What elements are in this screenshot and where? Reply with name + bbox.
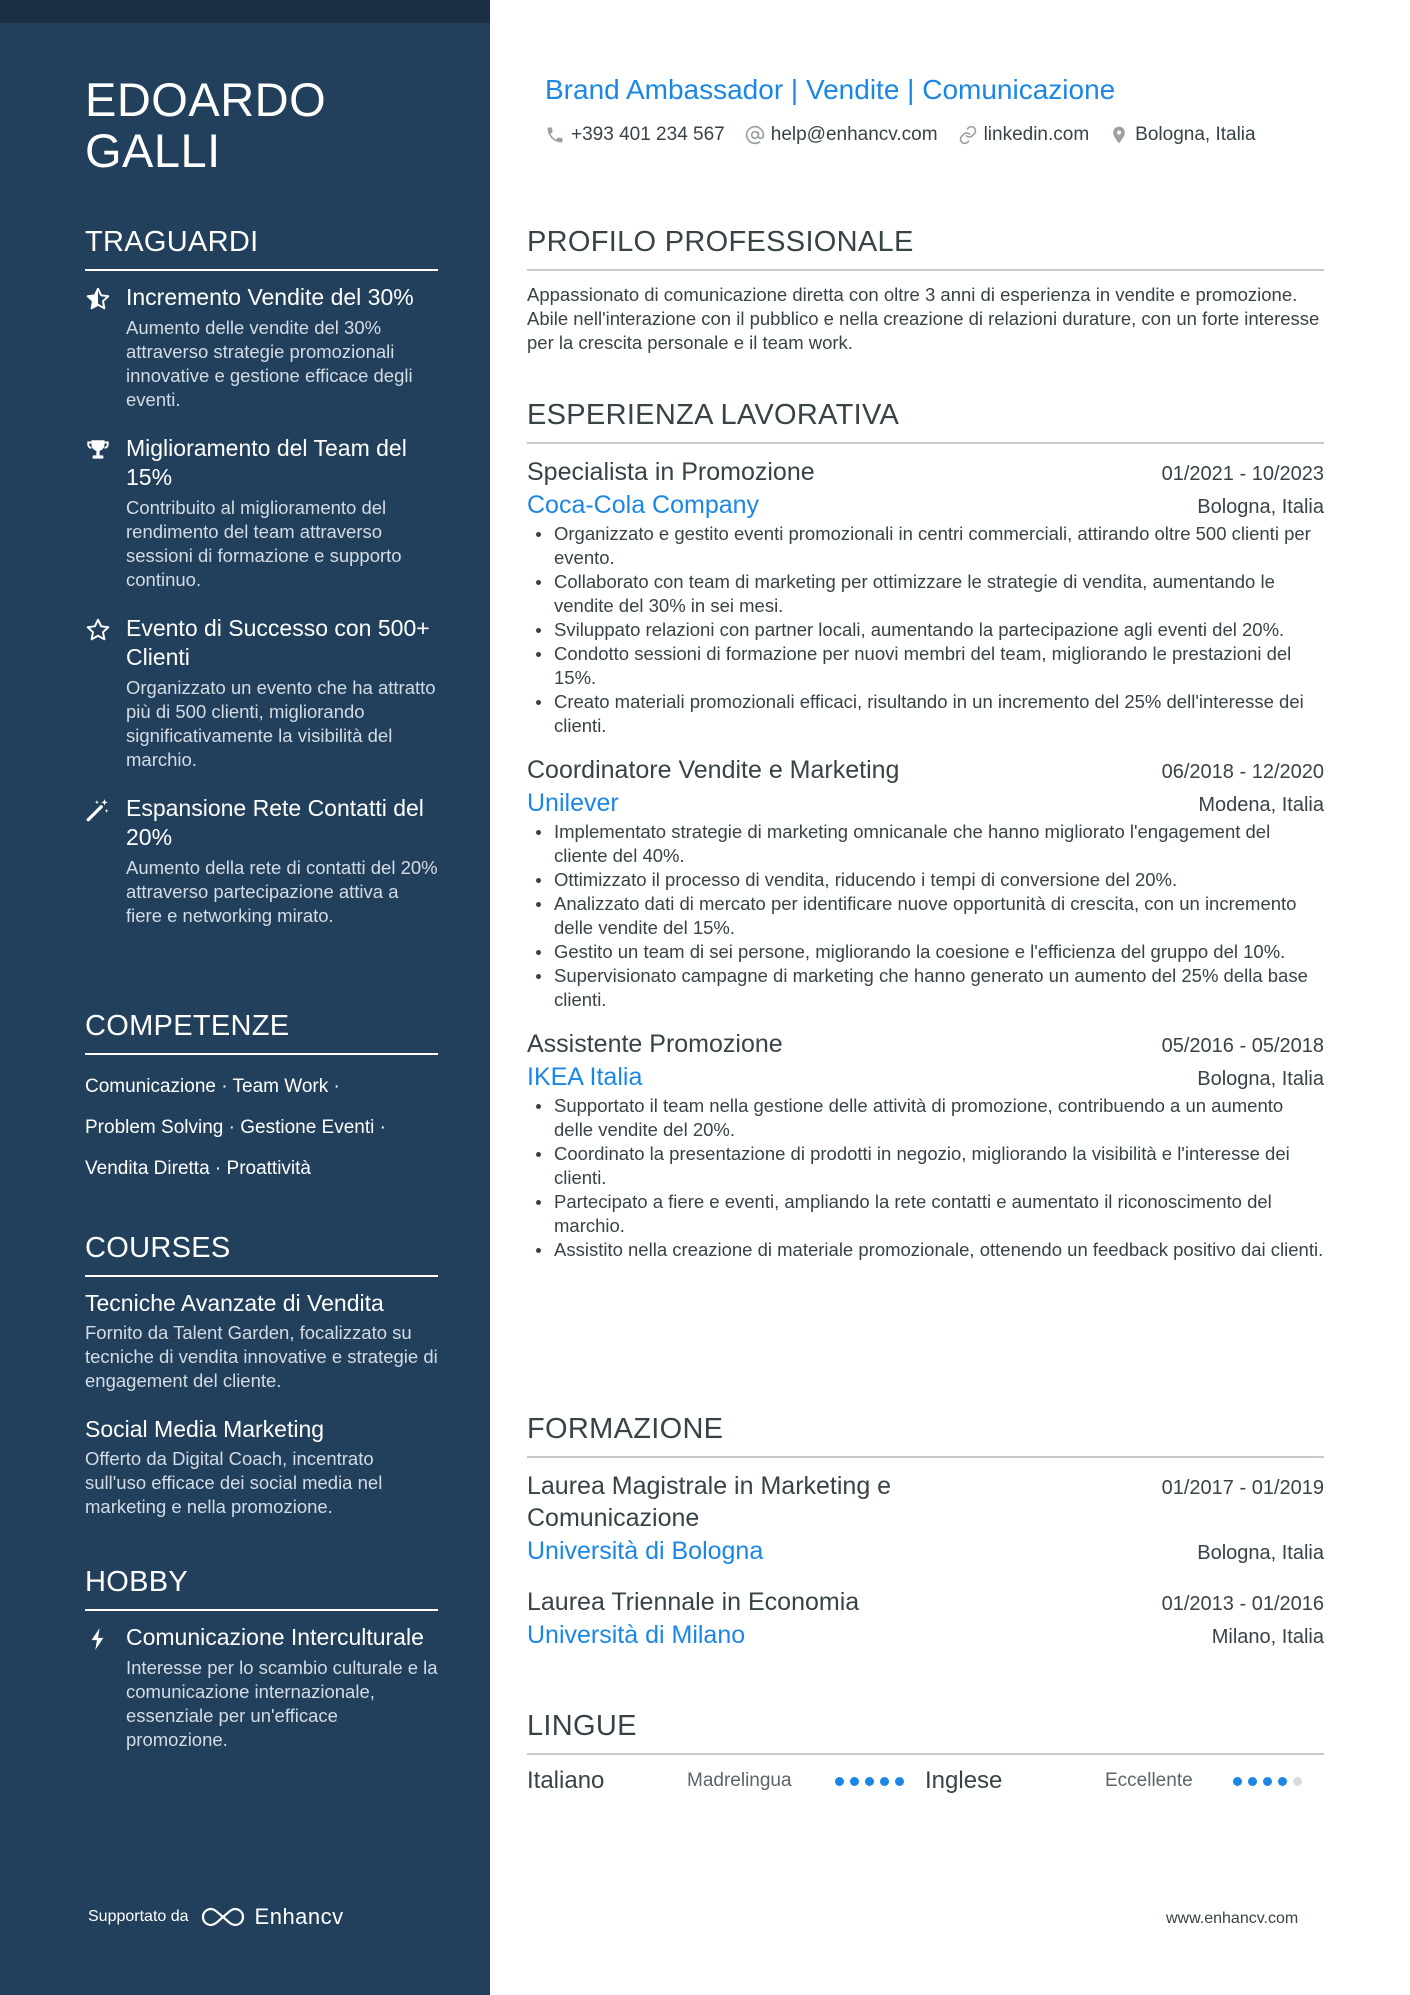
education-entry (527, 1470, 1324, 1568)
job-role: Assistente Promozione (527, 1030, 783, 1058)
achievement-item (85, 794, 438, 928)
achievement-desc: Contribuito al miglioramento del rendimento del team attraverso sessioni di formazione e supporto continuo. (126, 497, 402, 590)
link-icon (958, 125, 978, 145)
language-item (925, 1767, 1323, 1795)
course-title: Tecniche Avanzate di Vendita (85, 1290, 384, 1316)
job-bullets (527, 522, 1324, 738)
achievement-desc: Aumento della rete di contatti del 20% attraverso partecipazione attiva a fiere e networking mirato. (126, 857, 438, 926)
job-location: Bologna, Italia (1197, 1068, 1324, 1090)
rating-dot (895, 1777, 904, 1786)
powered-by-brand: Enhancv (254, 1904, 344, 1929)
contact-linkedin[interactable] (958, 124, 1090, 146)
candidate-name: EDOARDO GALLI (85, 73, 327, 177)
achievements-title: TRAGUARDI (85, 226, 438, 271)
education-location: Milano, Italia (1211, 1626, 1324, 1648)
contact-email[interactable] (745, 124, 938, 146)
experience-section (527, 399, 1324, 1278)
job-bullet: Gestito un team di sei persone, migliorando la coesione e l'efficienza del gruppo del 10%. (527, 940, 1324, 964)
footer-url[interactable]: www.enhancv.com (1166, 1910, 1299, 1927)
education-school: Università di Bologna (527, 1537, 764, 1565)
language-level: Eccellente (1105, 1770, 1193, 1791)
job-bullet: Assistito nella creazione di materiale promozionale, ottenendo un feedback positivo dai clienti. (527, 1238, 1324, 1262)
job-dates: 01/2021 - 10/2023 (1161, 463, 1324, 485)
courses-title: COURSES (85, 1232, 438, 1277)
education-school: Università di Milano (527, 1621, 746, 1649)
course-title: Social Media Marketing (85, 1416, 325, 1442)
job-bullet: Supervisionato campagne di marketing che hanno generato un aumento del 25% della base clienti. (527, 964, 1324, 1012)
powered-by (88, 1904, 344, 1930)
skills-title: COMPETENZE (85, 1010, 438, 1055)
course-item (85, 1289, 438, 1393)
education-dates: 01/2013 - 01/2016 (1161, 1593, 1324, 1615)
star-outline-icon (85, 617, 111, 643)
languages-section (527, 1710, 1324, 1795)
skill-line: Comunicazione · Team Work · (85, 1076, 340, 1097)
lightning-icon (85, 1626, 111, 1652)
skills-section (85, 1010, 438, 1198)
powered-by-label: Supportato da (88, 1908, 189, 1925)
achievement-title: Incremento Vendite del 30% (126, 284, 414, 310)
language-rating (835, 1777, 910, 1786)
job-bullet: Partecipato a fiere e eventi, ampliando la rete contatti e aumentato il riconoscimento del marchio. (527, 1190, 1324, 1238)
rating-dot (1293, 1777, 1302, 1786)
job-dates: 05/2016 - 05/2018 (1161, 1035, 1324, 1057)
rating-dot (880, 1777, 889, 1786)
at-icon (745, 125, 765, 145)
job-bullet: Analizzato dati di mercato per identificare nuove opportunità di crescita, con un incremento delle vendite del 15%. (527, 892, 1324, 940)
job-bullet: Sviluppato relazioni con partner locali, aumentando la partecipazione agli eventi del 20%. (527, 618, 1324, 642)
hobby-desc: Interesse per lo scambio culturale e la comunicazione internazionale, essenziale per un'efficace promozione. (126, 1657, 438, 1750)
hobby-item (85, 1623, 438, 1752)
job-company: Coca-Cola Company (527, 491, 760, 519)
experience-title: ESPERIENZA LAVORATIVA (527, 399, 1324, 444)
skill-line: Vendita Diretta · Proattività (85, 1158, 311, 1179)
achievement-title: Miglioramento del Team del 15% (126, 435, 407, 490)
rating-dot (865, 1777, 874, 1786)
education-degree: Laurea Triennale in Economia (527, 1588, 860, 1616)
job-entry (527, 754, 1324, 1012)
enhancv-logo-icon (199, 1904, 247, 1930)
sidebar (0, 0, 490, 1995)
star-half-icon (85, 286, 111, 312)
job-entry (527, 456, 1324, 738)
course-item (85, 1415, 438, 1519)
contact-phone[interactable] (545, 124, 725, 146)
education-degree: Laurea Magistrale in Marketing e Comunicazione (527, 1472, 892, 1532)
job-location: Bologna, Italia (1197, 496, 1324, 518)
email-text: help@enhancv.com (770, 124, 938, 145)
job-bullet: Ottimizzato il processo di vendita, riducendo i tempi di conversione del 20%. (527, 868, 1324, 892)
rating-dot (835, 1777, 844, 1786)
magic-wand-icon (85, 797, 111, 823)
job-bullet: Coordinato la presentazione di prodotti in negozio, migliorando la visibilità e l'interesse dei clienti. (527, 1142, 1324, 1190)
job-role: Coordinatore Vendite e Marketing (527, 756, 900, 784)
achievement-item (85, 283, 438, 412)
job-bullet: Supportato il team nella gestione delle attività di promozione, contribuendo a un aumento delle vendite del 20%. (527, 1094, 1324, 1142)
sidebar-top-bar (0, 0, 490, 23)
education-dates: 01/2017 - 01/2019 (1161, 1477, 1324, 1499)
contact-bar (545, 124, 1276, 146)
hobby-section (85, 1566, 438, 1774)
contact-location (1109, 124, 1255, 146)
education-entry (527, 1586, 1324, 1652)
job-bullet: Organizzato e gestito eventi promozionali in centri commerciali, attirando oltre 500 clienti per evento. (527, 522, 1324, 570)
language-level: Madrelingua (687, 1770, 792, 1791)
job-company: IKEA Italia (527, 1063, 643, 1091)
job-location: Modena, Italia (1198, 794, 1324, 816)
linkedin-text: linkedin.com (983, 124, 1090, 145)
rating-dot (1278, 1777, 1287, 1786)
phone-icon (545, 125, 565, 145)
education-section (527, 1413, 1324, 1670)
education-location: Bologna, Italia (1197, 1542, 1324, 1564)
courses-section (85, 1232, 438, 1541)
job-bullet: Implementato strategie di marketing omnicanale che hanno migliorato l'engagement del cliente del 40%. (527, 820, 1324, 868)
job-entry (527, 1028, 1324, 1262)
achievement-desc: Aumento delle vendite del 30% attraverso strategie promozionali innovative e gestione efficace degli eventi. (126, 317, 413, 410)
job-bullet: Condotto sessioni di formazione per nuovi membri del team, migliorando le prestazioni del 15%. (527, 642, 1324, 690)
rating-dot (1248, 1777, 1257, 1786)
job-bullets (527, 820, 1324, 1012)
job-bullets (527, 1094, 1324, 1262)
job-role: Specialista in Promozione (527, 458, 815, 486)
languages-title: LINGUE (527, 1710, 1324, 1755)
rating-dot (850, 1777, 859, 1786)
headline: Brand Ambassador | Vendite | Comunicazione (545, 74, 1116, 105)
job-bullet: Creato materiali promozionali efficaci, risultando in un incremento del 25% dell'interesse dei clienti. (527, 690, 1324, 738)
job-company: Unilever (527, 789, 619, 817)
location-text: Bologna, Italia (1135, 124, 1256, 145)
hobby-title: HOBBY (85, 1566, 438, 1611)
language-name: Italiano (527, 1767, 605, 1794)
phone-text: +393 401 234 567 (571, 124, 725, 145)
language-item (527, 1767, 925, 1795)
rating-dot (1233, 1777, 1242, 1786)
language-name: Inglese (925, 1767, 1003, 1794)
language-rating (1233, 1777, 1308, 1786)
hobby-title-text: Comunicazione Interculturale (126, 1624, 424, 1650)
location-pin-icon (1109, 125, 1129, 145)
achievement-title: Espansione Rete Contatti del 20% (126, 795, 424, 850)
profile-section (527, 226, 1324, 355)
job-bullet: Collaborato con team di marketing per ottimizzare le strategie di vendita, aumentando le vendite del 30% in sei mesi. (527, 570, 1324, 618)
profile-summary: Appassionato di comunicazione diretta con oltre 3 anni di esperienza in vendite e promozione. Abile nell'interazione con il pubblico e nella creazione di relazioni durature, con un forte interesse per la crescita personale e il team work. (527, 284, 1320, 353)
skill-line: Problem Solving · Gestione Eventi · (85, 1117, 386, 1138)
education-title: FORMAZIONE (527, 1413, 1324, 1458)
achievement-desc: Organizzato un evento che ha attratto più di 500 clienti, migliorando significativamente la visibilità del marchio. (126, 677, 436, 770)
achievement-item (85, 434, 438, 592)
achievements-section (85, 226, 438, 950)
course-desc: Offerto da Digital Coach, incentrato sull'uso efficace dei social media nel marketing e nella promozione. (85, 1448, 383, 1517)
achievement-title: Evento di Successo con 500+ Clienti (126, 615, 430, 670)
rating-dot (1263, 1777, 1272, 1786)
course-desc: Fornito da Talent Garden, focalizzato su tecniche di vendita innovative e strategie di engagement del cliente. (85, 1322, 438, 1391)
achievement-item (85, 614, 438, 772)
trophy-icon (85, 437, 111, 463)
job-dates: 06/2018 - 12/2020 (1161, 761, 1324, 783)
profile-title: PROFILO PROFESSIONALE (527, 226, 1324, 271)
